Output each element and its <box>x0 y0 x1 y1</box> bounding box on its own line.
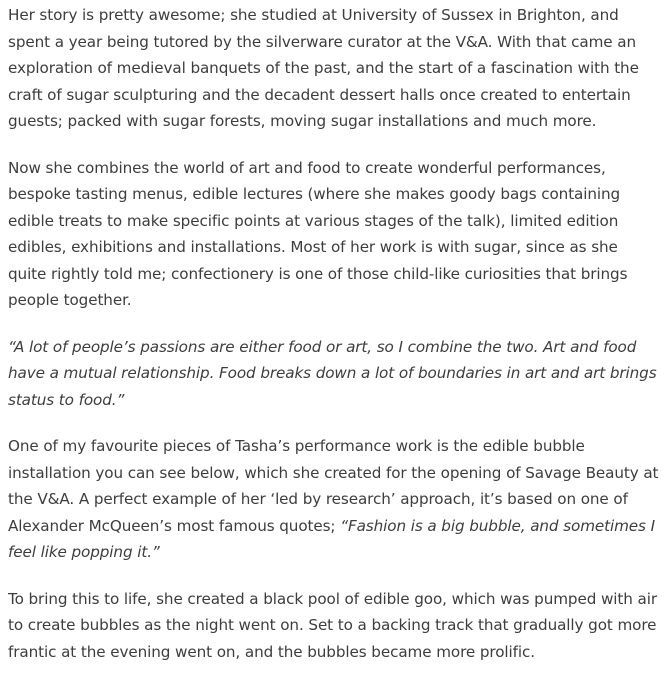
article-paragraph: To bring this to life, she created a black pool of edible goo, which was pumped with air to create bubbles as the night went on. Set to a backing track that gradually got more frantic at the evening went on, and the bubbles became more prolific. <box>8 589 657 661</box>
article-paragraph: Her story is pretty awesome; she studied at University of Sussex in Brighton, and spent a year being tutored by the silverware curator at the V&A. With that came an exploration of medieval banquets of the past, and the start of a fascination with the craft of sugar sculpturing and the decadent dessert halls once created to entertain guests; packed with sugar forests, moving sugar installations and much more. <box>8 6 639 130</box>
article-paragraph <box>8 433 659 566</box>
pull-quote <box>8 334 659 414</box>
mcqueen-quote: “Fashion is a big bubble, and sometimes I feel like popping it.” <box>8 516 655 561</box>
pull-quote-text: “A lot of people’s passions are either food or art, so I combine the two. Art and food have a mutual relationship. Food breaks down a lot of boundaries in art and art brings status to food.” <box>8 337 657 409</box>
article-paragraph: Now she combines the world of art and food to create wonderful performances, bespoke tasting menus, edible lectures (where she makes goody bags containing edible treats to make specific points at various stages of the talk), limited edition edibles, exhibitions and installations. Most of her work is with sugar, since as she quite rightly told me; confectionery is one of those child-like curiosities that brings people together. <box>8 158 628 309</box>
bubble-paragraph-text: One of my favourite pieces of Tasha’s performance work is the edible bubble installation you can see below, which she created for the opening of Savage Beauty at the V&A. A perfect example of her ‘led by research’ approach, it’s based on one of Alexander McQueen’s most famous quotes; <box>8 437 659 535</box>
